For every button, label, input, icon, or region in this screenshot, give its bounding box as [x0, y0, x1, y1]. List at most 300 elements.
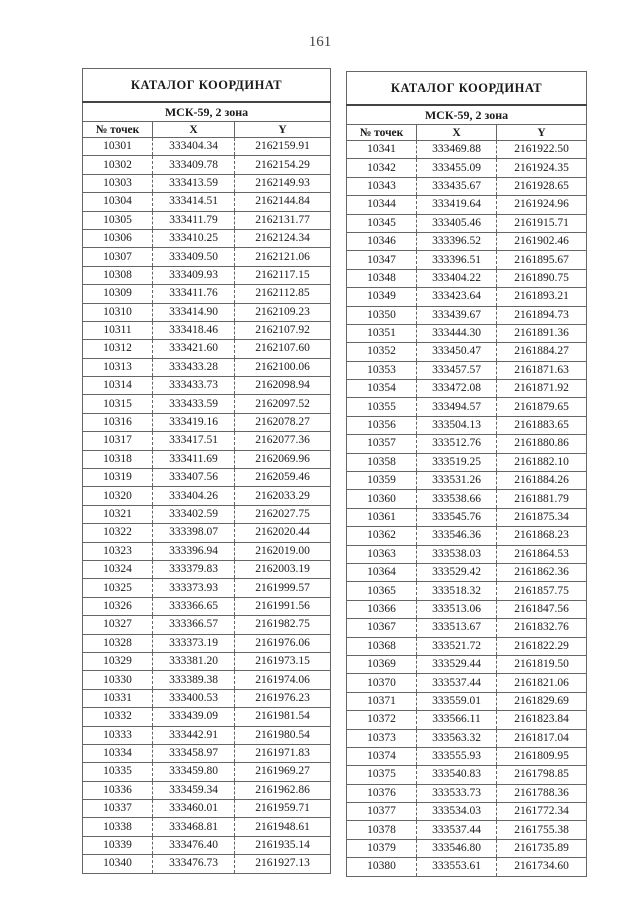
y-coordinate-cell: 2162033.29: [235, 487, 331, 505]
y-coordinate-cell: 2161902.46: [497, 232, 587, 250]
y-coordinate-cell: 2161819.50: [497, 655, 587, 673]
table-row: [83, 303, 331, 321]
table-row: [347, 582, 587, 600]
x-coordinate-cell: 333414.90: [153, 303, 235, 321]
x-coordinate-cell: 333404.22: [417, 269, 497, 287]
table-row: [83, 689, 331, 707]
table-row: [347, 619, 587, 637]
point-number-cell: 10303: [83, 174, 153, 192]
y-coordinate-cell: 2161922.50: [497, 141, 587, 159]
point-number-cell: 10367: [347, 619, 417, 637]
y-coordinate-cell: 2161924.96: [497, 196, 587, 214]
point-number-cell: 10352: [347, 343, 417, 361]
y-coordinate-cell: 2161893.21: [497, 288, 587, 306]
table-row: [347, 159, 587, 177]
table-body: [83, 138, 331, 874]
y-coordinate-cell: 2161976.06: [235, 634, 331, 652]
point-number-cell: 10346: [347, 232, 417, 250]
point-number-cell: 10372: [347, 711, 417, 729]
point-number-cell: 10377: [347, 803, 417, 821]
table-row: [83, 229, 331, 247]
point-number-cell: 10305: [83, 211, 153, 229]
y-coordinate-cell: 2161821.06: [497, 674, 587, 692]
x-coordinate-cell: 333546.80: [417, 839, 497, 857]
table-row: [83, 156, 331, 174]
table-row: [347, 324, 587, 342]
table-row: [347, 196, 587, 214]
x-coordinate-cell: 333404.26: [153, 487, 235, 505]
y-coordinate-cell: 2162077.36: [235, 432, 331, 450]
table-row: [83, 800, 331, 818]
x-coordinate-cell: 333398.07: [153, 524, 235, 542]
x-coordinate-cell: 333459.80: [153, 763, 235, 781]
y-coordinate-cell: 2161883.65: [497, 416, 587, 434]
y-coordinate-cell: 2161882.10: [497, 453, 587, 471]
x-coordinate-cell: 333519.25: [417, 453, 497, 471]
y-coordinate-cell: 2161829.69: [497, 692, 587, 710]
coordinate-system-label: МСК-59, 2 зона: [347, 105, 587, 125]
table-row: [347, 821, 587, 839]
y-coordinate-cell: 2162107.60: [235, 340, 331, 358]
y-coordinate-cell: 2161798.85: [497, 766, 587, 784]
y-coordinate-cell: 2161823.84: [497, 711, 587, 729]
table-row: [83, 487, 331, 505]
table-row: [83, 597, 331, 615]
table-row: [347, 784, 587, 802]
table-row: [83, 193, 331, 211]
point-number-cell: 10373: [347, 729, 417, 747]
y-coordinate-cell: 2162112.85: [235, 285, 331, 303]
y-coordinate-cell: 2162100.06: [235, 358, 331, 376]
y-coordinate-cell: 2161879.65: [497, 398, 587, 416]
table-row: [83, 708, 331, 726]
table-row: [347, 545, 587, 563]
table-row: [347, 527, 587, 545]
table-row: [347, 692, 587, 710]
table-row: [83, 395, 331, 413]
point-number-cell: 10345: [347, 214, 417, 232]
x-coordinate-cell: 333546.36: [417, 527, 497, 545]
y-coordinate-cell: 2161981.54: [235, 708, 331, 726]
y-coordinate-cell: 2161862.36: [497, 563, 587, 581]
x-coordinate-cell: 333563.32: [417, 729, 497, 747]
point-number-cell: 10366: [347, 600, 417, 618]
y-coordinate-cell: 2162069.96: [235, 450, 331, 468]
table-row: [347, 563, 587, 581]
y-coordinate-cell: 2162144.84: [235, 193, 331, 211]
point-number-cell: 10343: [347, 177, 417, 195]
x-coordinate-cell: 333537.44: [417, 674, 497, 692]
table-row: [347, 177, 587, 195]
point-number-cell: 10363: [347, 545, 417, 563]
y-coordinate-cell: 2161880.86: [497, 435, 587, 453]
table-row: [83, 266, 331, 284]
x-coordinate-cell: 333468.81: [153, 818, 235, 836]
table-row: [83, 524, 331, 542]
point-number-cell: 10319: [83, 469, 153, 487]
point-number-cell: 10368: [347, 637, 417, 655]
y-coordinate-cell: 2161832.76: [497, 619, 587, 637]
point-number-cell: 10331: [83, 689, 153, 707]
y-coordinate-cell: 2161884.26: [497, 472, 587, 490]
point-number-cell: 10370: [347, 674, 417, 692]
point-number-cell: 10359: [347, 472, 417, 490]
point-number-cell: 10308: [83, 266, 153, 284]
y-coordinate-cell: 2161973.15: [235, 652, 331, 670]
column-header-point-number: № точек: [83, 122, 153, 138]
x-coordinate-cell: 333545.76: [417, 508, 497, 526]
table-row: [83, 634, 331, 652]
y-coordinate-cell: 2162019.00: [235, 542, 331, 560]
x-coordinate-cell: 333460.01: [153, 800, 235, 818]
y-coordinate-cell: 2161948.61: [235, 818, 331, 836]
point-number-cell: 10327: [83, 616, 153, 634]
point-number-cell: 10310: [83, 303, 153, 321]
point-number-cell: 10338: [83, 818, 153, 836]
y-coordinate-cell: 2161915.71: [497, 214, 587, 232]
x-coordinate-cell: 333433.73: [153, 377, 235, 395]
y-coordinate-cell: 2161959.71: [235, 800, 331, 818]
point-number-cell: 10302: [83, 156, 153, 174]
point-number-cell: 10365: [347, 582, 417, 600]
table-row: [347, 416, 587, 434]
table-row: [347, 674, 587, 692]
x-coordinate-cell: 333418.46: [153, 321, 235, 339]
y-coordinate-cell: 2161924.35: [497, 159, 587, 177]
point-number-cell: 10318: [83, 450, 153, 468]
table-row: [83, 138, 331, 156]
point-number-cell: 10335: [83, 763, 153, 781]
coordinate-catalog-table-right: [346, 71, 587, 877]
x-coordinate-cell: 333512.76: [417, 435, 497, 453]
table-row: [83, 340, 331, 358]
point-number-cell: 10340: [83, 855, 153, 873]
table-row: [83, 321, 331, 339]
x-coordinate-cell: 333538.66: [417, 490, 497, 508]
y-coordinate-cell: 2162149.93: [235, 174, 331, 192]
x-coordinate-cell: 333513.06: [417, 600, 497, 618]
table-row: [83, 469, 331, 487]
y-coordinate-cell: 2161881.79: [497, 490, 587, 508]
column-header-x: X: [417, 125, 497, 141]
x-coordinate-cell: 333396.52: [417, 232, 497, 250]
table-row: [83, 855, 331, 873]
x-coordinate-cell: 333414.51: [153, 193, 235, 211]
x-coordinate-cell: 333433.28: [153, 358, 235, 376]
x-coordinate-cell: 333407.56: [153, 469, 235, 487]
y-coordinate-cell: 2161935.14: [235, 836, 331, 854]
point-number-cell: 10350: [347, 306, 417, 324]
y-coordinate-cell: 2162097.52: [235, 395, 331, 413]
x-coordinate-cell: 333402.59: [153, 505, 235, 523]
y-coordinate-cell: 2161875.34: [497, 508, 587, 526]
y-coordinate-cell: 2161999.57: [235, 579, 331, 597]
x-coordinate-cell: 333413.59: [153, 174, 235, 192]
point-number-cell: 10364: [347, 563, 417, 581]
y-coordinate-cell: 2162027.75: [235, 505, 331, 523]
point-number-cell: 10304: [83, 193, 153, 211]
y-coordinate-cell: 2161928.65: [497, 177, 587, 195]
y-coordinate-cell: 2161969.27: [235, 763, 331, 781]
y-coordinate-cell: 2161871.63: [497, 361, 587, 379]
y-coordinate-cell: 2162124.34: [235, 229, 331, 247]
point-number-cell: 10316: [83, 413, 153, 431]
table-row: [347, 232, 587, 250]
table-row: [347, 288, 587, 306]
y-coordinate-cell: 2162020.44: [235, 524, 331, 542]
x-coordinate-cell: 333381.20: [153, 652, 235, 670]
x-coordinate-cell: 333409.93: [153, 266, 235, 284]
y-coordinate-cell: 2161734.60: [497, 858, 587, 876]
column-header-y: Y: [497, 125, 587, 141]
y-coordinate-cell: 2161991.56: [235, 597, 331, 615]
x-coordinate-cell: 333411.79: [153, 211, 235, 229]
x-coordinate-cell: 333366.57: [153, 616, 235, 634]
x-coordinate-cell: 333433.59: [153, 395, 235, 413]
table-row: [83, 211, 331, 229]
table-row: [347, 214, 587, 232]
x-coordinate-cell: 333529.42: [417, 563, 497, 581]
table-row: [347, 472, 587, 490]
y-coordinate-cell: 2162109.23: [235, 303, 331, 321]
table-row: [347, 343, 587, 361]
x-coordinate-cell: 333439.09: [153, 708, 235, 726]
point-number-cell: 10376: [347, 784, 417, 802]
x-coordinate-cell: 333423.64: [417, 288, 497, 306]
point-number-cell: 10379: [347, 839, 417, 857]
table-row: [83, 285, 331, 303]
table-row: [347, 141, 587, 159]
point-number-cell: 10317: [83, 432, 153, 450]
point-number-cell: 10341: [347, 141, 417, 159]
x-coordinate-cell: 333421.60: [153, 340, 235, 358]
table-body: [347, 141, 587, 877]
table-row: [347, 637, 587, 655]
point-number-cell: 10315: [83, 395, 153, 413]
x-coordinate-cell: 333476.73: [153, 855, 235, 873]
y-coordinate-cell: 2162098.94: [235, 377, 331, 395]
x-coordinate-cell: 333458.97: [153, 744, 235, 762]
y-coordinate-cell: 2161788.36: [497, 784, 587, 802]
y-coordinate-cell: 2162003.19: [235, 560, 331, 578]
x-coordinate-cell: 333559.01: [417, 692, 497, 710]
table-row: [347, 747, 587, 765]
x-coordinate-cell: 333521.72: [417, 637, 497, 655]
table-row: [83, 358, 331, 376]
x-coordinate-cell: 333529.44: [417, 655, 497, 673]
x-coordinate-cell: 333518.32: [417, 582, 497, 600]
table-row: [83, 248, 331, 266]
table-row: [83, 836, 331, 854]
table-row: [347, 729, 587, 747]
table-row: [347, 839, 587, 857]
table-row: [83, 671, 331, 689]
point-number-cell: 10337: [83, 800, 153, 818]
x-coordinate-cell: 333419.64: [417, 196, 497, 214]
table-row: [347, 858, 587, 876]
x-coordinate-cell: 333533.73: [417, 784, 497, 802]
point-number-cell: 10301: [83, 138, 153, 156]
point-number-cell: 10326: [83, 597, 153, 615]
x-coordinate-cell: 333450.47: [417, 343, 497, 361]
point-number-cell: 10330: [83, 671, 153, 689]
x-coordinate-cell: 333373.93: [153, 579, 235, 597]
point-number-cell: 10325: [83, 579, 153, 597]
table-row: [83, 413, 331, 431]
point-number-cell: 10323: [83, 542, 153, 560]
y-coordinate-cell: 2162107.92: [235, 321, 331, 339]
x-coordinate-cell: 333404.34: [153, 138, 235, 156]
x-coordinate-cell: 333537.44: [417, 821, 497, 839]
table-row: [83, 377, 331, 395]
y-coordinate-cell: 2161884.27: [497, 343, 587, 361]
table-row: [83, 652, 331, 670]
point-number-cell: 10354: [347, 380, 417, 398]
x-coordinate-cell: 333405.46: [417, 214, 497, 232]
table-row: [83, 616, 331, 634]
point-number-cell: 10357: [347, 435, 417, 453]
y-coordinate-cell: 2161868.23: [497, 527, 587, 545]
y-coordinate-cell: 2161894.73: [497, 306, 587, 324]
x-coordinate-cell: 333409.50: [153, 248, 235, 266]
point-number-cell: 10369: [347, 655, 417, 673]
table-row: [83, 542, 331, 560]
x-coordinate-cell: 333373.19: [153, 634, 235, 652]
point-number-cell: 10355: [347, 398, 417, 416]
table-row: [347, 306, 587, 324]
x-coordinate-cell: 333417.51: [153, 432, 235, 450]
table-row: [347, 251, 587, 269]
table-row: [347, 435, 587, 453]
y-coordinate-cell: 2161847.56: [497, 600, 587, 618]
point-number-cell: 10375: [347, 766, 417, 784]
y-coordinate-cell: 2162078.27: [235, 413, 331, 431]
y-coordinate-cell: 2161857.75: [497, 582, 587, 600]
table-row: [83, 450, 331, 468]
column-header-y: Y: [235, 122, 331, 138]
table-title: КАТАЛОГ КООРДИНАТ: [347, 72, 587, 106]
y-coordinate-cell: 2161895.67: [497, 251, 587, 269]
x-coordinate-cell: 333534.03: [417, 803, 497, 821]
table-row: [347, 361, 587, 379]
point-number-cell: 10332: [83, 708, 153, 726]
point-number-cell: 10336: [83, 781, 153, 799]
table-row: [347, 269, 587, 287]
y-coordinate-cell: 2161809.95: [497, 747, 587, 765]
page-number: 161: [308, 34, 332, 50]
table-row: [83, 781, 331, 799]
point-number-cell: 10333: [83, 726, 153, 744]
y-coordinate-cell: 2161822.29: [497, 637, 587, 655]
x-coordinate-cell: 333366.65: [153, 597, 235, 615]
point-number-cell: 10324: [83, 560, 153, 578]
x-coordinate-cell: 333553.61: [417, 858, 497, 876]
table-row: [83, 763, 331, 781]
point-number-cell: 10356: [347, 416, 417, 434]
y-coordinate-cell: 2161962.86: [235, 781, 331, 799]
x-coordinate-cell: 333396.51: [417, 251, 497, 269]
y-coordinate-cell: 2162159.91: [235, 138, 331, 156]
table-row: [347, 490, 587, 508]
x-coordinate-cell: 333439.67: [417, 306, 497, 324]
point-number-cell: 10349: [347, 288, 417, 306]
table-row: [83, 505, 331, 523]
table-row: [347, 508, 587, 526]
point-number-cell: 10334: [83, 744, 153, 762]
x-coordinate-cell: 333400.53: [153, 689, 235, 707]
table-row: [83, 560, 331, 578]
x-coordinate-cell: 333411.76: [153, 285, 235, 303]
table-row: [83, 174, 331, 192]
x-coordinate-cell: 333469.88: [417, 141, 497, 159]
y-coordinate-cell: 2161891.36: [497, 324, 587, 342]
table-row: [347, 803, 587, 821]
y-coordinate-cell: 2161735.89: [497, 839, 587, 857]
x-coordinate-cell: 333472.08: [417, 380, 497, 398]
x-coordinate-cell: 333457.57: [417, 361, 497, 379]
point-number-cell: 10371: [347, 692, 417, 710]
table-row: [347, 766, 587, 784]
point-number-cell: 10342: [347, 159, 417, 177]
y-coordinate-cell: 2161817.04: [497, 729, 587, 747]
y-coordinate-cell: 2161864.53: [497, 545, 587, 563]
point-number-cell: 10347: [347, 251, 417, 269]
column-header-x: X: [153, 122, 235, 138]
x-coordinate-cell: 333555.93: [417, 747, 497, 765]
point-number-cell: 10360: [347, 490, 417, 508]
x-coordinate-cell: 333396.94: [153, 542, 235, 560]
point-number-cell: 10322: [83, 524, 153, 542]
coordinate-catalog-table-left: [82, 68, 331, 874]
point-number-cell: 10328: [83, 634, 153, 652]
table-row: [347, 711, 587, 729]
y-coordinate-cell: 2162059.46: [235, 469, 331, 487]
x-coordinate-cell: 333538.03: [417, 545, 497, 563]
point-number-cell: 10311: [83, 321, 153, 339]
x-coordinate-cell: 333566.11: [417, 711, 497, 729]
x-coordinate-cell: 333531.26: [417, 472, 497, 490]
y-coordinate-cell: 2161971.83: [235, 744, 331, 762]
x-coordinate-cell: 333459.34: [153, 781, 235, 799]
point-number-cell: 10313: [83, 358, 153, 376]
point-number-cell: 10312: [83, 340, 153, 358]
x-coordinate-cell: 333444.30: [417, 324, 497, 342]
point-number-cell: 10344: [347, 196, 417, 214]
table-row: [347, 655, 587, 673]
y-coordinate-cell: 2161974.06: [235, 671, 331, 689]
point-number-cell: 10339: [83, 836, 153, 854]
point-number-cell: 10358: [347, 453, 417, 471]
x-coordinate-cell: 333513.67: [417, 619, 497, 637]
y-coordinate-cell: 2162117.15: [235, 266, 331, 284]
x-coordinate-cell: 333455.09: [417, 159, 497, 177]
point-number-cell: 10348: [347, 269, 417, 287]
y-coordinate-cell: 2161976.23: [235, 689, 331, 707]
x-coordinate-cell: 333504.13: [417, 416, 497, 434]
coordinate-system-label: МСК-59, 2 зона: [83, 102, 331, 122]
x-coordinate-cell: 333442.91: [153, 726, 235, 744]
y-coordinate-cell: 2161871.92: [497, 380, 587, 398]
x-coordinate-cell: 333411.69: [153, 450, 235, 468]
y-coordinate-cell: 2161772.34: [497, 803, 587, 821]
point-number-cell: 10378: [347, 821, 417, 839]
table-row: [83, 744, 331, 762]
point-number-cell: 10306: [83, 229, 153, 247]
x-coordinate-cell: 333435.67: [417, 177, 497, 195]
y-coordinate-cell: 2162131.77: [235, 211, 331, 229]
x-coordinate-cell: 333540.83: [417, 766, 497, 784]
y-coordinate-cell: 2161980.54: [235, 726, 331, 744]
